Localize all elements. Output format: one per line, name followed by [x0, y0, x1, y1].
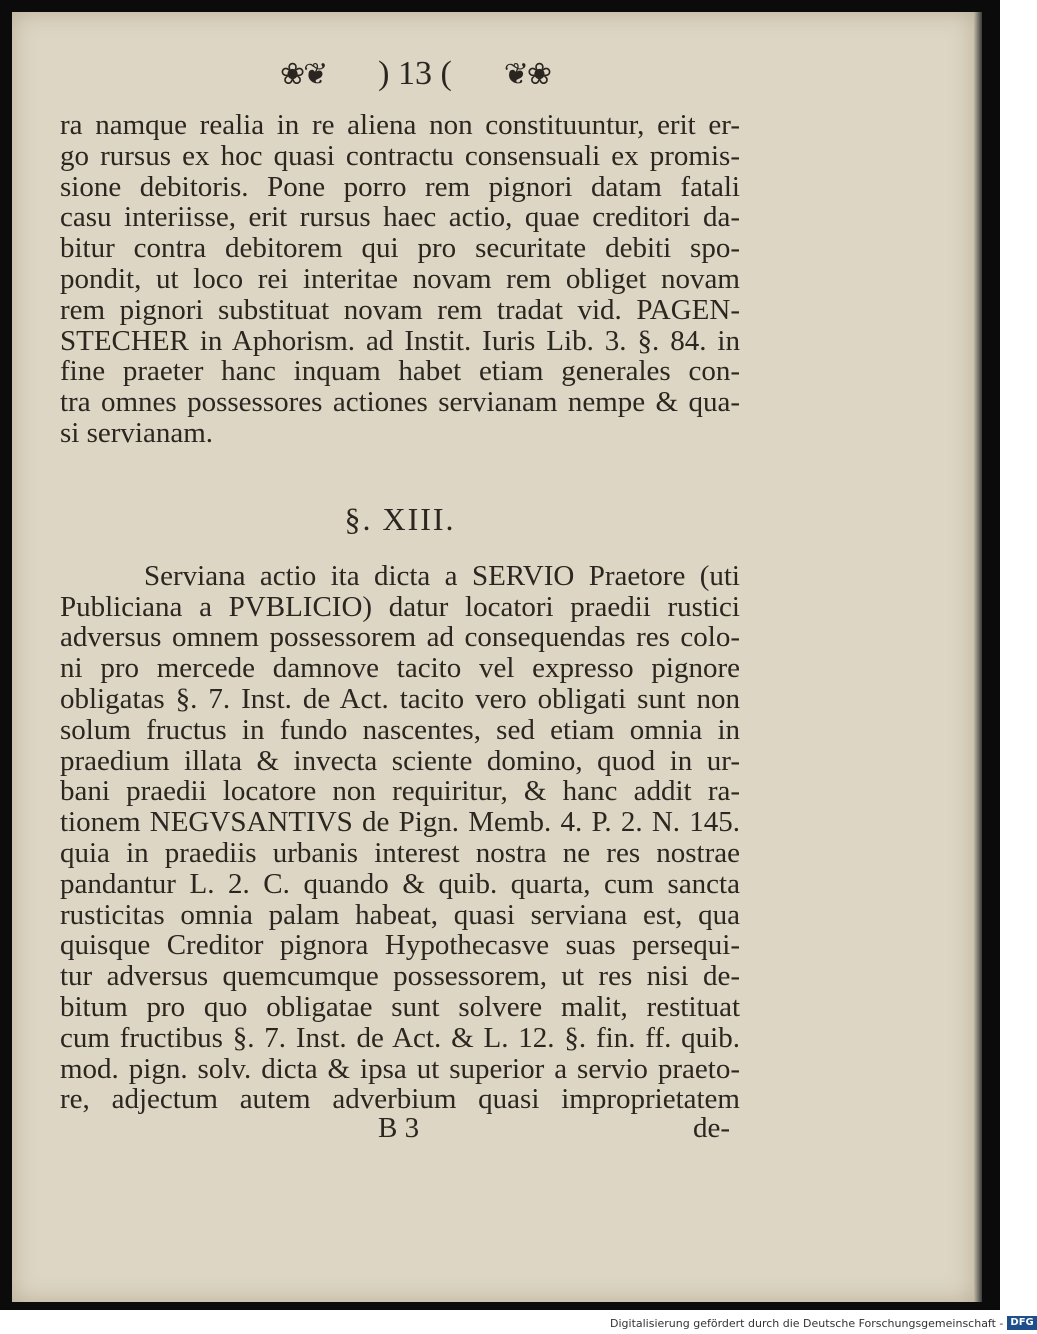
text-line: go rursus ex hoc quasi contractu consensuali ex promis- — [60, 139, 740, 172]
text-line: bani praedii locatore non requiritur, & hanc addit ra- — [60, 775, 740, 808]
text-line: praedium illata & invecta sciente domino, quod in ur- — [60, 744, 740, 777]
text-line: tra omnes possessores actiones servianam nempe & qua- — [60, 386, 740, 419]
ornament-left-icon: ❀❦ — [280, 57, 327, 91]
text-line: Publiciana a PVBLICIO) datur locatori praedii rustici — [60, 590, 740, 623]
signature-line — [60, 1112, 740, 1148]
text-line: mod. pign. solv. dicta & ipsa ut superior a servio praeto- — [60, 1052, 740, 1085]
section-heading: §. XIII. — [344, 500, 456, 537]
text-line: STECHER in Aphorism. ad Instit. Iuris Lib. 3. §. 84. in — [60, 324, 740, 357]
text-line: tur adversus quemcumque possessorem, ut res nisi de- — [60, 960, 740, 993]
text-line: sione debitoris. Pone porro rem pignori datam fatali — [60, 170, 740, 203]
text-line: ni pro mercede damnove tacito vel expresso pignore — [60, 652, 740, 685]
text-line: re, adjectum autem adverbium quasi improprietatem — [60, 1083, 740, 1116]
running-head — [280, 52, 550, 96]
text-line: adversus omnem possessorem ad consequendas res colo- — [60, 621, 740, 654]
text-line: Serviana actio ita dicta a SERVIO Praetore (uti — [144, 559, 740, 592]
dfg-logo-icon: DFG — [1007, 1316, 1036, 1330]
text-block — [60, 110, 740, 1115]
digitization-credit — [610, 1315, 1037, 1331]
text-line: pandantur L. 2. C. quando & quib. quarta, cum sancta — [60, 867, 740, 900]
text-line: rem pignori substituat novam rem tradat vid. PAGEN- — [60, 293, 740, 326]
text-line: tionem NEGVSANTIVS de Pign. Memb. 4. P. 2. N. 145. — [60, 806, 740, 839]
catchword: de- — [692, 1112, 730, 1144]
text-line: fine praeter hanc inquam habet etiam generales con- — [60, 355, 740, 388]
credit-text: Digitalisierung gefördert durch die Deutsche Forschungsgemeinschaft - — [610, 1316, 1004, 1330]
text-line: cum fructibus §. 7. Inst. de Act. & L. 12. §. fin. ff. quib. — [60, 1021, 740, 1054]
text-line: obligatas §. 7. Inst. de Act. tacito vero obligati sunt non — [60, 682, 740, 715]
text-line: solum fructus in fundo nascentes, sed etiam omnia in — [60, 713, 740, 746]
text-line: rusticitas omnia palam habeat, quasi serviana est, qua — [60, 898, 740, 931]
text-line: pondit, ut loco rei interitae novam rem obliget novam — [60, 262, 740, 295]
signature-mark: B 3 — [378, 1112, 420, 1144]
page-edge — [974, 12, 982, 1302]
text-line: bitum pro quo obligatae sunt solvere malit, restituat — [60, 990, 740, 1023]
text-line: bitur contra debitorem qui pro securitate debiti spo- — [60, 232, 740, 265]
text-line: casu interiisse, erit rursus haec actio, quae creditori da- — [60, 201, 740, 234]
ornament-right-icon: ❦❀ — [503, 57, 550, 91]
text-line: ra namque realia in re aliena non constituuntur, erit er- — [60, 109, 740, 141]
text-line: si servianam. — [60, 416, 214, 449]
text-line: quia in praediis urbanis interest nostra ne res nostrae — [60, 836, 740, 869]
text-line: quisque Creditor pignora Hypothecasve suas persequi- — [60, 929, 740, 962]
page-number: ) 13 ( — [378, 55, 452, 92]
